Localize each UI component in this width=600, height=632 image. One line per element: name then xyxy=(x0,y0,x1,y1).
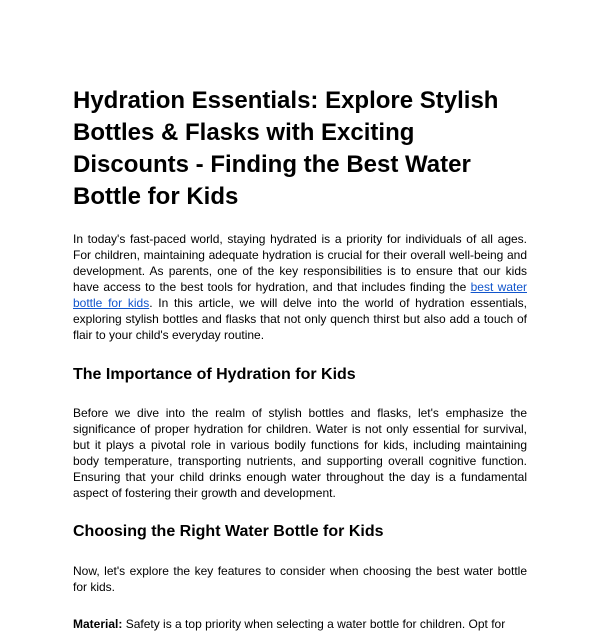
section-heading-importance: The Importance of Hydration for Kids xyxy=(73,366,356,383)
material-paragraph xyxy=(73,616,527,632)
intro-text-after-link: . In this article, we will delve into the world of hydration essentials, exploring stylish bottles and flasks that not only quench thirst but also add a touch of flair to your child's everyday routine. xyxy=(73,296,527,342)
intro-paragraph xyxy=(73,231,527,343)
importance-paragraph: Before we dive into the realm of stylish bottles and flasks, let's emphasize the significance of proper hydration for children. Water is not only essential for survival, but it plays a pivotal role in various bodily functions for kids, including maintaining body temperature, transporting nutrients, and supporting overall cognitive function. Ensuring that your child drinks enough water throughout the day is a fundamental aspect of fostering their growth and development. xyxy=(73,406,527,500)
material-text: Safety is a top priority when selecting a water bottle for children. Opt for xyxy=(122,617,506,631)
document-page xyxy=(73,85,527,632)
intro-text-before-link: In today's fast-paced world, staying hydrated is a priority for individuals of all ages. For children, maintaining adequate hydration is crucial for their overall well-being and development. As parents, one of the key responsibilities is to ensure that our kids have access to the best tools for hydration, and that includes finding the xyxy=(73,232,527,294)
article-title: Hydration Essentials: Explore Stylish Bottles & Flasks with Exciting Discounts - Finding the Best Water Bottle for Kids xyxy=(73,87,499,210)
best-water-bottle-link[interactable]: best water bottle for kids xyxy=(73,280,527,310)
choosing-paragraph: Now, let's explore the key features to consider when choosing the best water bottle for kids. xyxy=(73,564,527,594)
material-label: Material: xyxy=(73,617,123,631)
section-heading-choosing: Choosing the Right Water Bottle for Kids xyxy=(73,523,384,540)
